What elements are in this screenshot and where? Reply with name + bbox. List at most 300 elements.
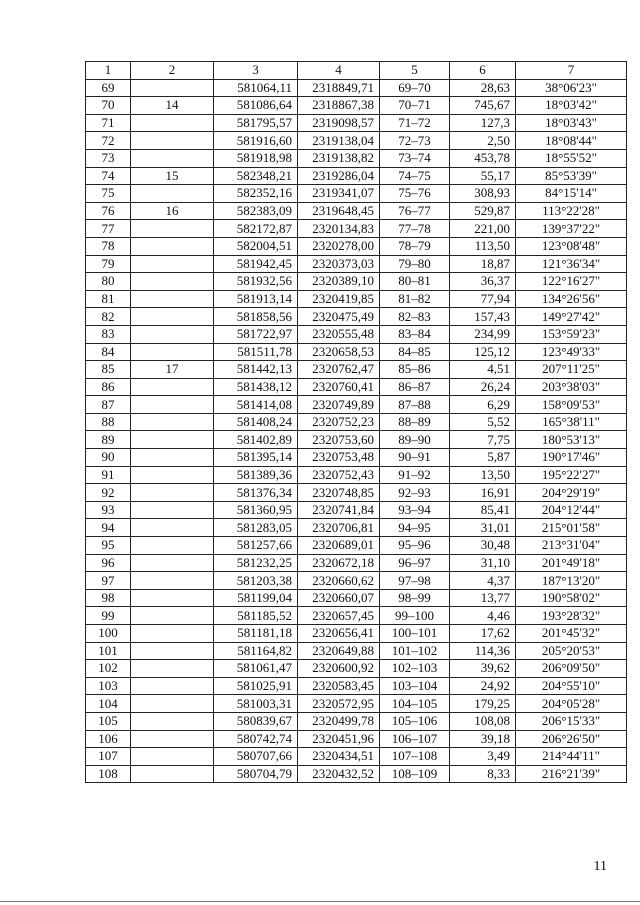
point-number-cell: 94	[86, 519, 131, 537]
x-coordinate-cell: 581025,91	[214, 677, 298, 695]
segment-cell: 103–104	[380, 677, 450, 695]
x-coordinate-cell: 581858,56	[214, 308, 298, 326]
table-row	[86, 730, 627, 748]
distance-cell: 114,36	[450, 642, 516, 660]
distance-cell: 30,48	[450, 537, 516, 555]
segment-cell: 76–77	[380, 202, 450, 220]
boundary-point-cell	[131, 519, 214, 537]
table-row	[86, 765, 627, 783]
point-number-cell: 99	[86, 607, 131, 625]
x-coordinate-cell: 581932,56	[214, 273, 298, 291]
table-header-row	[86, 62, 627, 80]
y-coordinate-cell: 2319138,04	[298, 132, 380, 150]
table-row	[86, 642, 627, 660]
boundary-point-cell	[131, 220, 214, 238]
table-row	[86, 677, 627, 695]
direction-angle-cell: 84°15'14"	[516, 185, 627, 203]
segment-cell: 98–99	[380, 589, 450, 607]
boundary-point-cell	[131, 484, 214, 502]
x-coordinate-cell: 581942,45	[214, 255, 298, 273]
distance-cell: 108,08	[450, 712, 516, 730]
x-coordinate-cell: 581360,95	[214, 501, 298, 519]
x-coordinate-cell: 581283,05	[214, 519, 298, 537]
x-coordinate-cell: 581003,31	[214, 695, 298, 713]
distance-cell: 31,10	[450, 554, 516, 572]
boundary-point-cell	[131, 325, 214, 343]
point-number-cell: 72	[86, 132, 131, 150]
boundary-point-cell	[131, 748, 214, 766]
column-header: 1	[86, 62, 131, 80]
table-row	[86, 748, 627, 766]
segment-cell: 92–93	[380, 484, 450, 502]
segment-cell: 99–100	[380, 607, 450, 625]
point-number-cell: 78	[86, 237, 131, 255]
table-row	[86, 501, 627, 519]
point-number-cell: 103	[86, 677, 131, 695]
y-coordinate-cell: 2320660,07	[298, 589, 380, 607]
point-number-cell: 80	[86, 273, 131, 291]
point-number-cell: 69	[86, 79, 131, 97]
point-number-cell: 102	[86, 660, 131, 678]
point-number-cell: 89	[86, 431, 131, 449]
point-number-cell: 108	[86, 765, 131, 783]
point-number-cell: 104	[86, 695, 131, 713]
point-number-cell: 106	[86, 730, 131, 748]
boundary-point-cell	[131, 449, 214, 467]
distance-cell: 453,78	[450, 149, 516, 167]
point-number-cell: 86	[86, 378, 131, 396]
boundary-point-cell	[131, 396, 214, 414]
direction-angle-cell: 122°16'27"	[516, 273, 627, 291]
distance-cell: 179,25	[450, 695, 516, 713]
direction-angle-cell: 134°26'56"	[516, 290, 627, 308]
boundary-point-cell	[131, 132, 214, 150]
boundary-point-cell	[131, 466, 214, 484]
x-coordinate-cell: 582348,21	[214, 167, 298, 185]
x-coordinate-cell: 581511,78	[214, 343, 298, 361]
boundary-point-cell	[131, 290, 214, 308]
segment-cell: 91–92	[380, 466, 450, 484]
direction-angle-cell: 18°03'42"	[516, 97, 627, 115]
segment-cell: 90–91	[380, 449, 450, 467]
distance-cell: 2,50	[450, 132, 516, 150]
table-body	[86, 79, 627, 783]
page-number: 11	[593, 859, 607, 874]
y-coordinate-cell: 2320649,88	[298, 642, 380, 660]
y-coordinate-cell: 2320748,85	[298, 484, 380, 502]
y-coordinate-cell: 2320373,03	[298, 255, 380, 273]
distance-cell: 16,91	[450, 484, 516, 502]
boundary-point-cell	[131, 712, 214, 730]
direction-angle-cell: 18°03'43"	[516, 114, 627, 132]
point-number-cell: 90	[86, 449, 131, 467]
y-coordinate-cell: 2320753,48	[298, 449, 380, 467]
distance-cell: 745,67	[450, 97, 516, 115]
distance-cell: 221,00	[450, 220, 516, 238]
x-coordinate-cell: 581438,12	[214, 378, 298, 396]
direction-angle-cell: 201°45'32"	[516, 625, 627, 643]
point-number-cell: 73	[86, 149, 131, 167]
y-coordinate-cell: 2320762,47	[298, 361, 380, 379]
table-row	[86, 114, 627, 132]
boundary-point-cell	[131, 607, 214, 625]
table-row	[86, 378, 627, 396]
direction-angle-cell: 38°06'23"	[516, 79, 627, 97]
segment-cell: 69–70	[380, 79, 450, 97]
point-number-cell: 79	[86, 255, 131, 273]
x-coordinate-cell: 580704,79	[214, 765, 298, 783]
direction-angle-cell: 214°44'11"	[516, 748, 627, 766]
table-row	[86, 607, 627, 625]
direction-angle-cell: 204°12'44"	[516, 501, 627, 519]
column-header: 7	[516, 62, 627, 80]
point-number-cell: 107	[86, 748, 131, 766]
y-coordinate-cell: 2319138,82	[298, 149, 380, 167]
boundary-point-cell	[131, 677, 214, 695]
table-row	[86, 519, 627, 537]
table-row	[86, 167, 627, 185]
x-coordinate-cell: 581408,24	[214, 413, 298, 431]
y-coordinate-cell: 2320555,48	[298, 325, 380, 343]
direction-angle-cell: 206°15'33"	[516, 712, 627, 730]
table-row	[86, 660, 627, 678]
x-coordinate-cell: 581795,57	[214, 114, 298, 132]
x-coordinate-cell: 581442,13	[214, 361, 298, 379]
table-row	[86, 255, 627, 273]
x-coordinate-cell: 581918,98	[214, 149, 298, 167]
boundary-point-cell	[131, 149, 214, 167]
distance-cell: 13,50	[450, 466, 516, 484]
table-row	[86, 537, 627, 555]
distance-cell: 36,37	[450, 273, 516, 291]
table-row	[86, 554, 627, 572]
distance-cell: 3,49	[450, 748, 516, 766]
y-coordinate-cell: 2320752,23	[298, 413, 380, 431]
x-coordinate-cell: 580742,74	[214, 730, 298, 748]
x-coordinate-cell: 581185,52	[214, 607, 298, 625]
direction-angle-cell: 195°22'27"	[516, 466, 627, 484]
boundary-point-cell	[131, 308, 214, 326]
x-coordinate-cell: 581203,38	[214, 572, 298, 590]
point-number-cell: 84	[86, 343, 131, 361]
boundary-point-cell	[131, 431, 214, 449]
boundary-point-cell	[131, 642, 214, 660]
table-row	[86, 220, 627, 238]
boundary-point-cell	[131, 537, 214, 555]
y-coordinate-cell: 2320672,18	[298, 554, 380, 572]
distance-cell: 5,52	[450, 413, 516, 431]
table-row	[86, 343, 627, 361]
x-coordinate-cell: 581061,47	[214, 660, 298, 678]
boundary-point-cell	[131, 730, 214, 748]
point-number-cell: 82	[86, 308, 131, 326]
coordinates-table	[85, 61, 627, 783]
distance-cell: 24,92	[450, 677, 516, 695]
table-row	[86, 290, 627, 308]
direction-angle-cell: 85°53'39"	[516, 167, 627, 185]
x-coordinate-cell: 581181,18	[214, 625, 298, 643]
distance-cell: 18,87	[450, 255, 516, 273]
segment-cell: 95–96	[380, 537, 450, 555]
x-coordinate-cell: 581916,60	[214, 132, 298, 150]
table-row	[86, 466, 627, 484]
direction-angle-cell: 158°09'53"	[516, 396, 627, 414]
y-coordinate-cell: 2320134,83	[298, 220, 380, 238]
direction-angle-cell: 207°11'25"	[516, 361, 627, 379]
segment-cell: 72–73	[380, 132, 450, 150]
point-number-cell: 100	[86, 625, 131, 643]
y-coordinate-cell: 2320752,43	[298, 466, 380, 484]
column-header: 5	[380, 62, 450, 80]
direction-angle-cell: 204°55'10"	[516, 677, 627, 695]
direction-angle-cell: 153°59'23"	[516, 325, 627, 343]
y-coordinate-cell: 2318849,71	[298, 79, 380, 97]
direction-angle-cell: 18°08'44"	[516, 132, 627, 150]
y-coordinate-cell: 2320432,52	[298, 765, 380, 783]
table-row	[86, 132, 627, 150]
y-coordinate-cell: 2320475,49	[298, 308, 380, 326]
direction-angle-cell: 215°01'58"	[516, 519, 627, 537]
boundary-point-cell	[131, 765, 214, 783]
distance-cell: 125,12	[450, 343, 516, 361]
direction-angle-cell: 121°36'34"	[516, 255, 627, 273]
distance-cell: 13,77	[450, 589, 516, 607]
boundary-point-cell	[131, 572, 214, 590]
direction-angle-cell: 204°05'28"	[516, 695, 627, 713]
boundary-point-cell	[131, 343, 214, 361]
direction-angle-cell: 193°28'32"	[516, 607, 627, 625]
distance-cell: 308,93	[450, 185, 516, 203]
point-number-cell: 93	[86, 501, 131, 519]
distance-cell: 234,99	[450, 325, 516, 343]
point-number-cell: 101	[86, 642, 131, 660]
boundary-point-cell	[131, 589, 214, 607]
distance-cell: 28,63	[450, 79, 516, 97]
y-coordinate-cell: 2320278,00	[298, 237, 380, 255]
segment-cell: 104–105	[380, 695, 450, 713]
segment-cell: 77–78	[380, 220, 450, 238]
direction-angle-cell: 205°20'53"	[516, 642, 627, 660]
table-row	[86, 185, 627, 203]
table-row	[86, 396, 627, 414]
point-number-cell: 97	[86, 572, 131, 590]
direction-angle-cell: 18°55'52"	[516, 149, 627, 167]
direction-angle-cell: 113°22'28"	[516, 202, 627, 220]
point-number-cell: 96	[86, 554, 131, 572]
table-row	[86, 202, 627, 220]
distance-cell: 26,24	[450, 378, 516, 396]
direction-angle-cell: 190°17'46"	[516, 449, 627, 467]
table-row	[86, 237, 627, 255]
y-coordinate-cell: 2320657,45	[298, 607, 380, 625]
x-coordinate-cell: 581164,82	[214, 642, 298, 660]
boundary-point-cell	[131, 185, 214, 203]
table-row	[86, 97, 627, 115]
column-header: 4	[298, 62, 380, 80]
x-coordinate-cell: 581376,34	[214, 484, 298, 502]
distance-cell: 529,87	[450, 202, 516, 220]
y-coordinate-cell: 2320499,78	[298, 712, 380, 730]
direction-angle-cell: 149°27'42"	[516, 308, 627, 326]
segment-cell: 96–97	[380, 554, 450, 572]
bottom-divider	[0, 901, 640, 902]
y-coordinate-cell: 2319341,07	[298, 185, 380, 203]
y-coordinate-cell: 2320741,84	[298, 501, 380, 519]
boundary-point-cell	[131, 378, 214, 396]
distance-cell: 4,46	[450, 607, 516, 625]
table-row	[86, 572, 627, 590]
segment-cell: 100–101	[380, 625, 450, 643]
boundary-point-cell	[131, 237, 214, 255]
segment-cell: 94–95	[380, 519, 450, 537]
point-number-cell: 81	[86, 290, 131, 308]
y-coordinate-cell: 2320600,92	[298, 660, 380, 678]
x-coordinate-cell: 581395,14	[214, 449, 298, 467]
segment-cell: 81–82	[380, 290, 450, 308]
segment-cell: 83–84	[380, 325, 450, 343]
boundary-point-cell	[131, 413, 214, 431]
x-coordinate-cell: 581414,08	[214, 396, 298, 414]
direction-angle-cell: 187°13'20"	[516, 572, 627, 590]
segment-cell: 75–76	[380, 185, 450, 203]
segment-cell: 80–81	[380, 273, 450, 291]
table-row	[86, 273, 627, 291]
x-coordinate-cell: 581064,11	[214, 79, 298, 97]
segment-cell: 79–80	[380, 255, 450, 273]
boundary-point-cell	[131, 79, 214, 97]
table-row	[86, 712, 627, 730]
column-header: 3	[214, 62, 298, 80]
segment-cell: 93–94	[380, 501, 450, 519]
column-header: 2	[131, 62, 214, 80]
x-coordinate-cell: 582383,09	[214, 202, 298, 220]
y-coordinate-cell: 2320572,95	[298, 695, 380, 713]
x-coordinate-cell: 582352,16	[214, 185, 298, 203]
point-number-cell: 92	[86, 484, 131, 502]
y-coordinate-cell: 2319098,57	[298, 114, 380, 132]
segment-cell: 97–98	[380, 572, 450, 590]
direction-angle-cell: 139°37'22"	[516, 220, 627, 238]
y-coordinate-cell: 2320753,60	[298, 431, 380, 449]
point-number-cell: 85	[86, 361, 131, 379]
segment-cell: 107–108	[380, 748, 450, 766]
direction-angle-cell: 204°29'19"	[516, 484, 627, 502]
y-coordinate-cell: 2320434,51	[298, 748, 380, 766]
segment-cell: 88–89	[380, 413, 450, 431]
x-coordinate-cell: 581232,25	[214, 554, 298, 572]
boundary-point-cell: 14	[131, 97, 214, 115]
distance-cell: 85,41	[450, 501, 516, 519]
y-coordinate-cell: 2320660,62	[298, 572, 380, 590]
point-number-cell: 83	[86, 325, 131, 343]
segment-cell: 85–86	[380, 361, 450, 379]
point-number-cell: 88	[86, 413, 131, 431]
distance-cell: 127,3	[450, 114, 516, 132]
segment-cell: 106–107	[380, 730, 450, 748]
x-coordinate-cell: 581086,64	[214, 97, 298, 115]
boundary-point-cell	[131, 695, 214, 713]
direction-angle-cell: 165°38'11"	[516, 413, 627, 431]
y-coordinate-cell: 2320389,10	[298, 273, 380, 291]
table-row	[86, 149, 627, 167]
point-number-cell: 70	[86, 97, 131, 115]
segment-cell: 70–71	[380, 97, 450, 115]
distance-cell: 157,43	[450, 308, 516, 326]
x-coordinate-cell: 581913,14	[214, 290, 298, 308]
direction-angle-cell: 206°09'50"	[516, 660, 627, 678]
segment-cell: 89–90	[380, 431, 450, 449]
point-number-cell: 74	[86, 167, 131, 185]
direction-angle-cell: 123°08'48"	[516, 237, 627, 255]
y-coordinate-cell: 2320658,53	[298, 343, 380, 361]
boundary-point-cell	[131, 255, 214, 273]
segment-cell: 105–106	[380, 712, 450, 730]
column-header: 6	[450, 62, 516, 80]
table-row	[86, 325, 627, 343]
point-number-cell: 87	[86, 396, 131, 414]
point-number-cell: 76	[86, 202, 131, 220]
point-number-cell: 95	[86, 537, 131, 555]
distance-cell: 77,94	[450, 290, 516, 308]
boundary-point-cell	[131, 625, 214, 643]
y-coordinate-cell: 2320583,45	[298, 677, 380, 695]
distance-cell: 4,51	[450, 361, 516, 379]
segment-cell: 102–103	[380, 660, 450, 678]
direction-angle-cell: 213°31'04"	[516, 537, 627, 555]
point-number-cell: 71	[86, 114, 131, 132]
point-number-cell: 91	[86, 466, 131, 484]
distance-cell: 55,17	[450, 167, 516, 185]
table-row	[86, 413, 627, 431]
segment-cell: 74–75	[380, 167, 450, 185]
direction-angle-cell: 216°21'39"	[516, 765, 627, 783]
distance-cell: 8,33	[450, 765, 516, 783]
direction-angle-cell: 180°53'13"	[516, 431, 627, 449]
x-coordinate-cell: 581722,97	[214, 325, 298, 343]
table-row	[86, 361, 627, 379]
boundary-point-cell	[131, 554, 214, 572]
y-coordinate-cell: 2320749,89	[298, 396, 380, 414]
y-coordinate-cell: 2320419,85	[298, 290, 380, 308]
direction-angle-cell: 206°26'50"	[516, 730, 627, 748]
boundary-point-cell	[131, 273, 214, 291]
table-row	[86, 625, 627, 643]
distance-cell: 4,37	[450, 572, 516, 590]
x-coordinate-cell: 580839,67	[214, 712, 298, 730]
y-coordinate-cell: 2318867,38	[298, 97, 380, 115]
x-coordinate-cell: 582172,87	[214, 220, 298, 238]
distance-cell: 5,87	[450, 449, 516, 467]
segment-cell: 73–74	[380, 149, 450, 167]
table-row	[86, 449, 627, 467]
distance-cell: 113,50	[450, 237, 516, 255]
direction-angle-cell: 203°38'03"	[516, 378, 627, 396]
direction-angle-cell: 123°49'33"	[516, 343, 627, 361]
segment-cell: 71–72	[380, 114, 450, 132]
y-coordinate-cell: 2320451,96	[298, 730, 380, 748]
boundary-point-cell	[131, 114, 214, 132]
segment-cell: 101–102	[380, 642, 450, 660]
segment-cell: 78–79	[380, 237, 450, 255]
y-coordinate-cell: 2320706,81	[298, 519, 380, 537]
boundary-point-cell: 16	[131, 202, 214, 220]
boundary-point-cell: 17	[131, 361, 214, 379]
distance-cell: 7,75	[450, 431, 516, 449]
table-row	[86, 308, 627, 326]
direction-angle-cell: 201°49'18"	[516, 554, 627, 572]
point-number-cell: 77	[86, 220, 131, 238]
x-coordinate-cell: 581402,89	[214, 431, 298, 449]
